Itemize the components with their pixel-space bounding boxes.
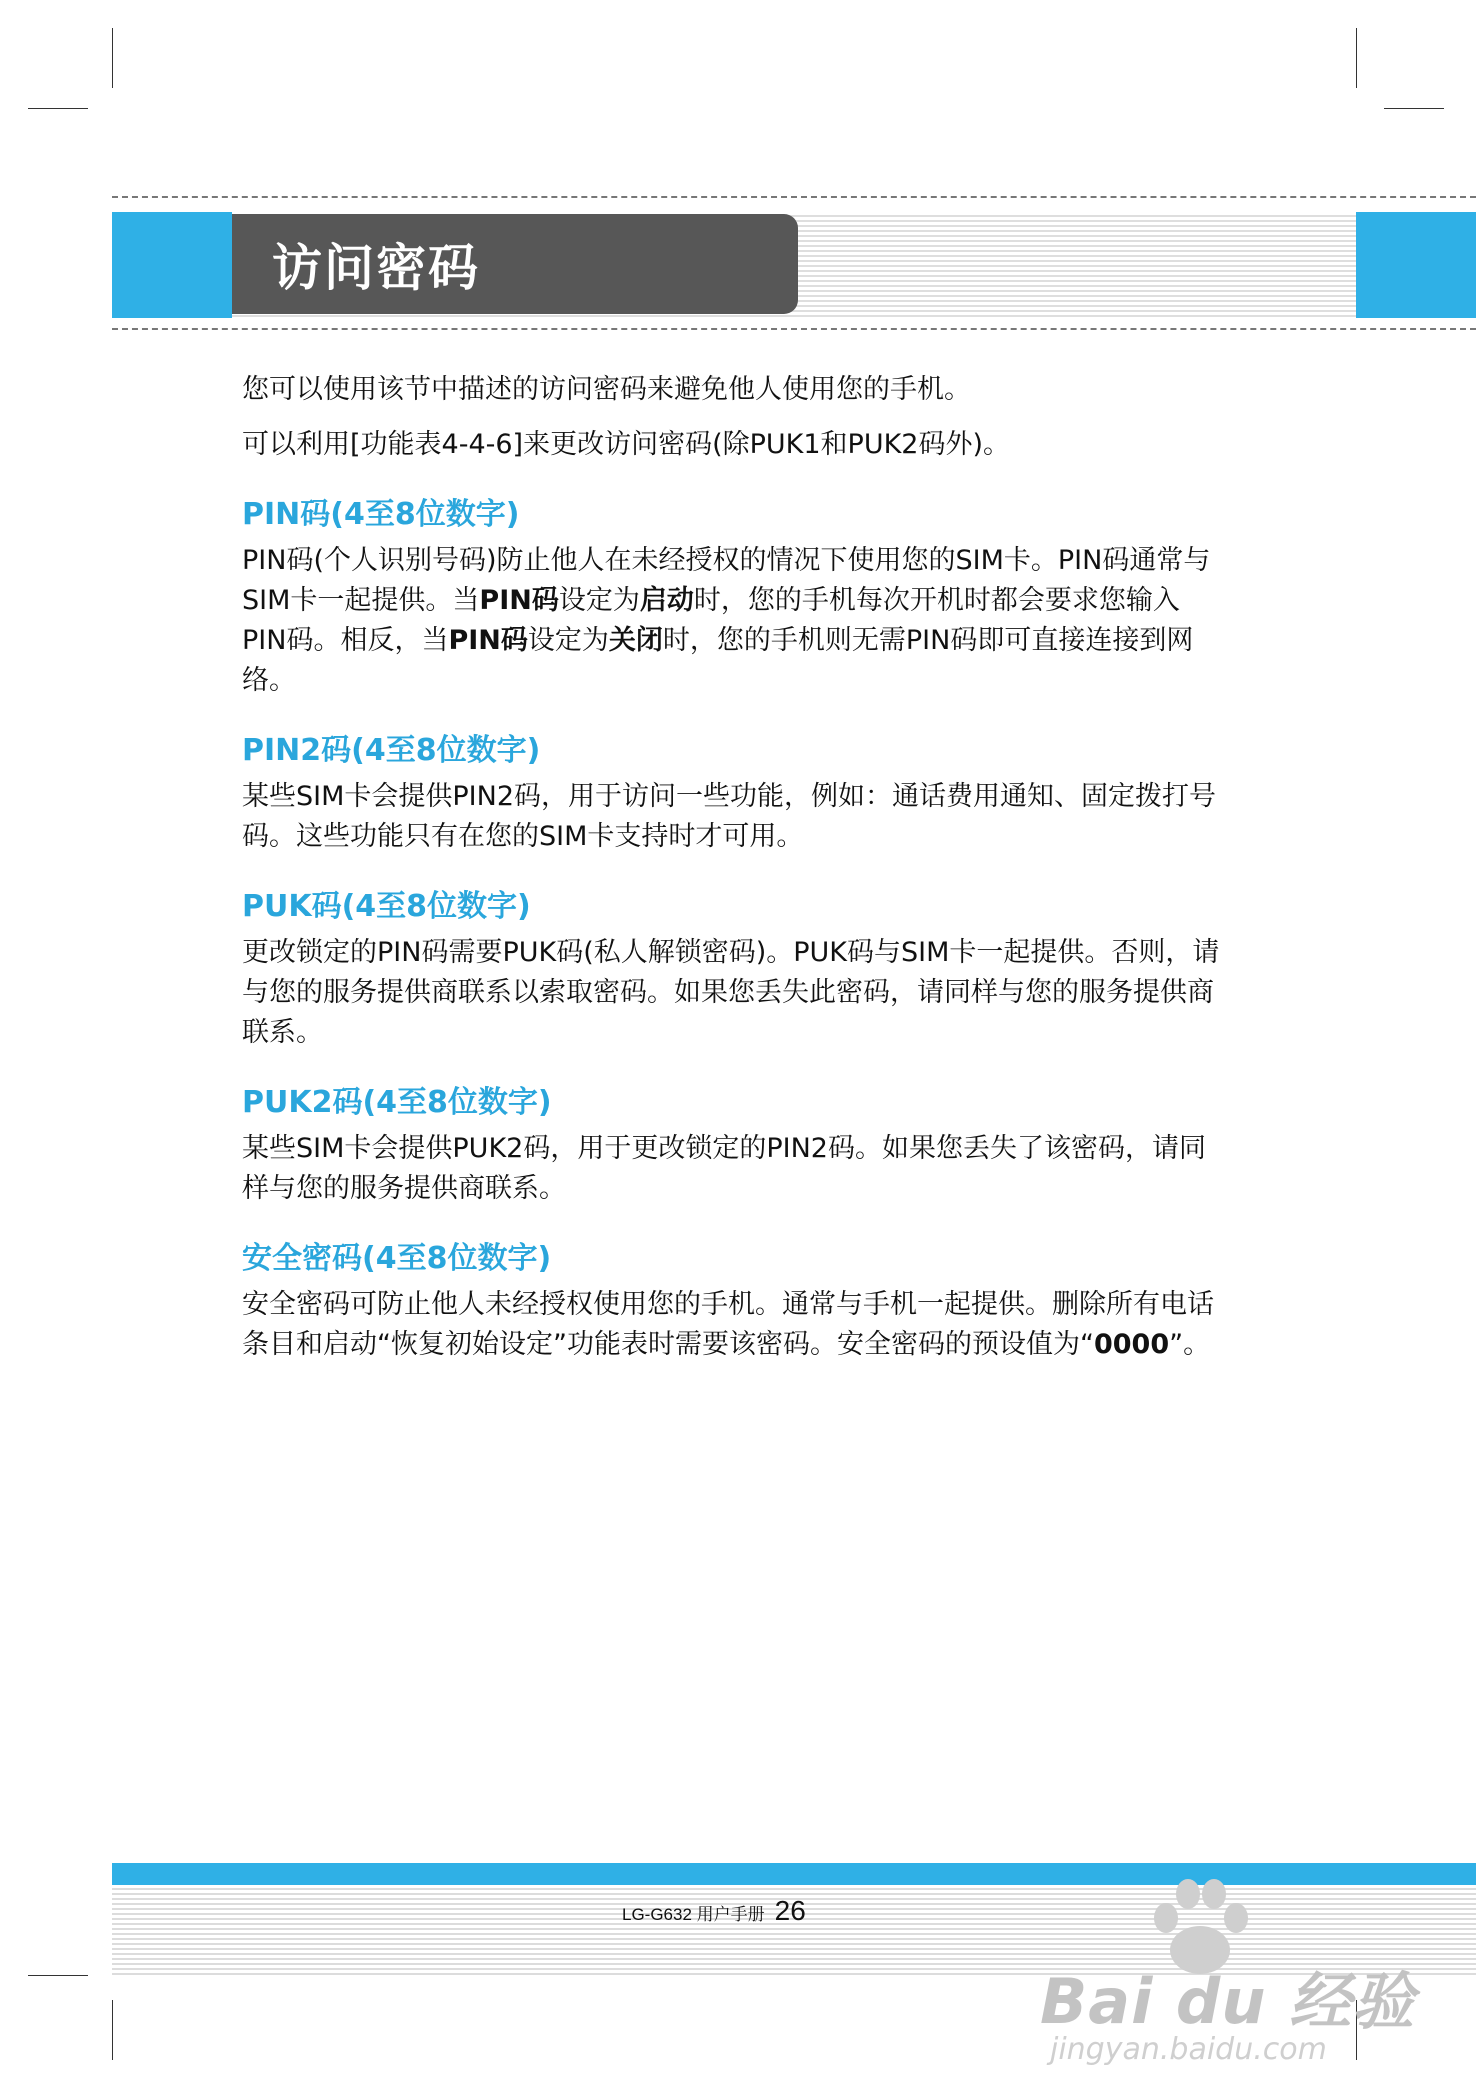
crop-mark [28, 108, 88, 109]
paragraph-bold-text: PIN码 [479, 585, 559, 616]
sections [242, 495, 1222, 1365]
paragraph-text: PIN码(个人识别号码)防止他人在未经授权的情况下使用您的SIM卡。PIN码通常与SIM卡一起提供。当 [242, 545, 1211, 616]
section [242, 731, 1222, 857]
footer [622, 1895, 806, 1927]
paragraph-text: 某些SIM卡会提供PUK2码，用于更改锁定的PIN2码。如果您丢失了该密码，请同样与您的服务提供商联系。 [242, 1133, 1206, 1204]
section-paragraph [242, 1285, 1222, 1365]
section-heading: 安全密码(4至8位数字) [242, 1241, 552, 1276]
paragraph-bold-text: PIN码 [448, 625, 528, 656]
section-paragraph [242, 541, 1222, 701]
section-paragraph [242, 777, 1222, 857]
intro [242, 370, 1222, 465]
paragraph-text: 设定为 [527, 625, 609, 656]
paragraph-text: 时，您的手机每次开机时都会要求您输入PIN码。相反，当 [242, 585, 1180, 656]
section-heading: PIN2码(4至8位数字) [242, 733, 541, 768]
section-heading: PUK2码(4至8位数字) [242, 1085, 552, 1120]
crop-mark [1384, 108, 1444, 109]
page-title-box [232, 214, 798, 314]
header-accent-left [112, 212, 232, 318]
paragraph-bold-text: 0000 [1093, 1329, 1170, 1360]
page-number: 26 [774, 1895, 806, 1926]
watermark-domain: jingyan.baidu.com [1050, 2032, 1327, 2067]
paragraph-text: 设定为 [558, 585, 640, 616]
watermark-logo: Bai du 经验 [1040, 1965, 1416, 2038]
paragraph-bold-text: 启动 [639, 585, 694, 616]
footer-model: LG-G632 用户手册 [622, 1905, 765, 1924]
paragraph-text: 更改锁定的PIN码需要PUK码(私人解锁密码)。PUK码与SIM卡一起提供。否则，请与您的服务提供商联系以索取密码。如果您丢失此密码，请同样与您的服务提供商联系。 [242, 937, 1220, 1048]
section [242, 1083, 1222, 1209]
top-dashed-rule [112, 196, 1476, 198]
paragraph-text: 时，您的手机则无需PIN码即可直接连接到网络。 [242, 625, 1194, 696]
page-title: 访问密码 [272, 239, 480, 297]
section-heading: PIN码(4至8位数字) [242, 497, 520, 532]
bottom-dashed-rule [112, 328, 1476, 330]
paragraph-text: ”。 [1169, 1329, 1211, 1360]
crop-mark [112, 2000, 113, 2060]
section [242, 1239, 1222, 1365]
paragraph-bold-text: 关闭 [608, 625, 663, 656]
intro-line: 您可以使用该节中描述的访问密码来避免他人使用您的手机。 [242, 374, 971, 405]
section-paragraph [242, 933, 1222, 1053]
watermark [1040, 1872, 1440, 2067]
paragraph-text: 某些SIM卡会提供PIN2码，用于访问一些功能，例如：通话费用通知、固定拨打号码。这些功能只有在您的SIM卡支持时才可用。 [242, 781, 1217, 852]
crop-mark [112, 28, 113, 88]
crop-mark [28, 1975, 88, 1976]
section-heading: PUK码(4至8位数字) [242, 889, 531, 924]
paragraph-text: 安全密码可防止他人未经授权使用您的手机。通常与手机一起提供。删除所有电话条目和启动“恢复初始设定”功能表时需要该密码。安全密码的预设值为“ [242, 1289, 1214, 1360]
section-paragraph [242, 1129, 1222, 1209]
intro-line: 可以利用[功能表4-4-6]来更改访问密码(除PUK1和PUK2码外)。 [242, 429, 1011, 460]
header-accent-right [1356, 212, 1476, 318]
main-content [242, 370, 1222, 1365]
section [242, 495, 1222, 701]
crop-mark [1356, 28, 1357, 88]
section [242, 887, 1222, 1053]
